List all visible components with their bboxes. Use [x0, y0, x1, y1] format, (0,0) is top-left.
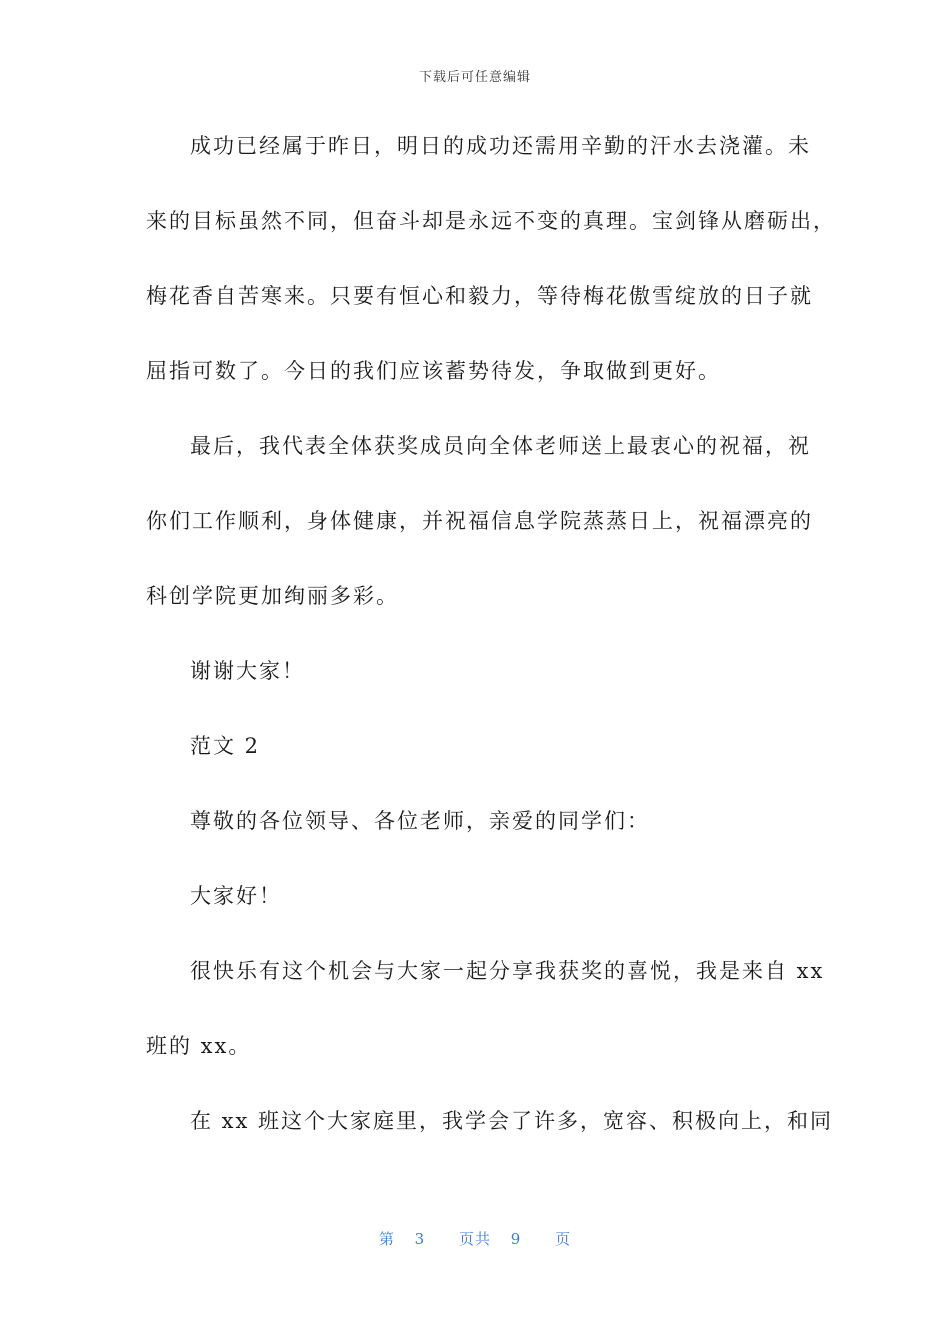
footer-ye: 页 — [555, 1230, 572, 1248]
footer-current-page: 3 — [414, 1230, 426, 1248]
paragraph-line: 梅花香自苦寒来。只要有恒心和毅力，等待梅花傲雪绽放的日子就 — [146, 284, 813, 308]
paragraph-line: 大家好！ — [190, 884, 282, 908]
paragraph-line: 班的 xx。 — [146, 1034, 252, 1058]
document-body — [146, 128, 836, 1178]
paragraph-line: 很快乐有这个机会与大家一起分享我获奖的喜悦，我是来自 xx — [190, 959, 825, 983]
page-footer — [0, 1228, 950, 1249]
paragraph-line: 成功已经属于昨日，明日的成功还需用辛勤的汗水去浇灌。未 — [190, 134, 811, 158]
footer-di: 第 — [378, 1230, 395, 1248]
footer-total-pages: 9 — [510, 1230, 522, 1248]
section-heading: 范文 2 — [190, 734, 261, 758]
paragraph-line: 尊敬的各位领导、各位老师，亲爱的同学们： — [190, 809, 650, 833]
paragraph-line: 你们工作顺利，身体健康，并祝福信息学院蒸蒸日上，祝福漂亮的 — [146, 509, 813, 533]
page-header-note: 下载后可任意编辑 — [418, 70, 531, 85]
paragraph-line: 谢谢大家！ — [190, 659, 305, 683]
paragraph-line: 屈指可数了。今日的我们应该蓄势待发，争取做到更好。 — [146, 359, 721, 383]
paragraph-line: 科创学院更加绚丽多彩。 — [146, 584, 399, 608]
paragraph-line: 来的目标虽然不同，但奋斗却是永远不变的真理。宝剑锋从磨砺出， — [146, 209, 836, 233]
footer-ye-gong: 页共 — [458, 1230, 491, 1248]
paragraph-line: 在 xx 班这个大家庭里，我学会了许多，宽容、积极向上，和同 — [190, 1109, 834, 1133]
paragraph-line: 最后，我代表全体获奖成员向全体老师送上最衷心的祝福，祝 — [190, 434, 811, 458]
